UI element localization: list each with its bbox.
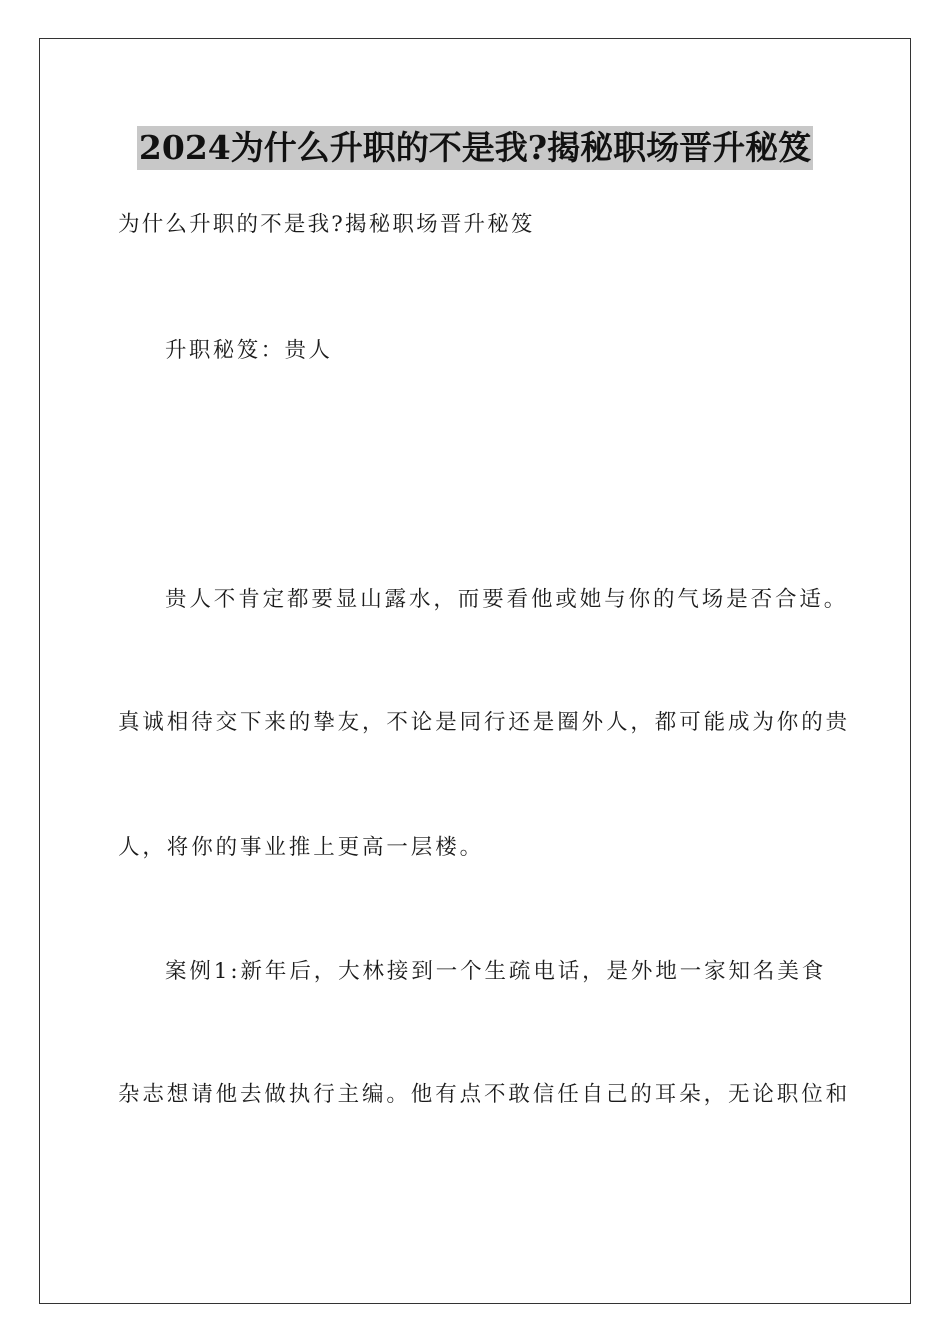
paragraph-line: 案例1:新年后，大林接到一个生疏电话，是外地一家知名美食 <box>165 959 827 984</box>
paragraph-line: 贵人不肯定都要显山露水，而要看他或她与你的气场是否合适。 <box>165 587 849 612</box>
section-heading: 升职秘笈：贵人 <box>165 338 333 363</box>
paragraph-line: 真诚相待交下来的挚友，不论是同行还是圈外人，都可能成为你的贵 <box>118 710 851 735</box>
title-container <box>0 126 950 170</box>
document-subtitle: 为什么升职的不是我?揭秘职场晋升秘笈 <box>118 212 535 237</box>
document-title: 2024为什么升职的不是我?揭秘职场晋升秘笈 <box>137 126 813 170</box>
paragraph-line: 杂志想请他去做执行主编。他有点不敢信任自己的耳朵，无论职位和 <box>118 1082 851 1107</box>
paragraph-line: 人，将你的事业推上更高一层楼。 <box>118 835 485 860</box>
